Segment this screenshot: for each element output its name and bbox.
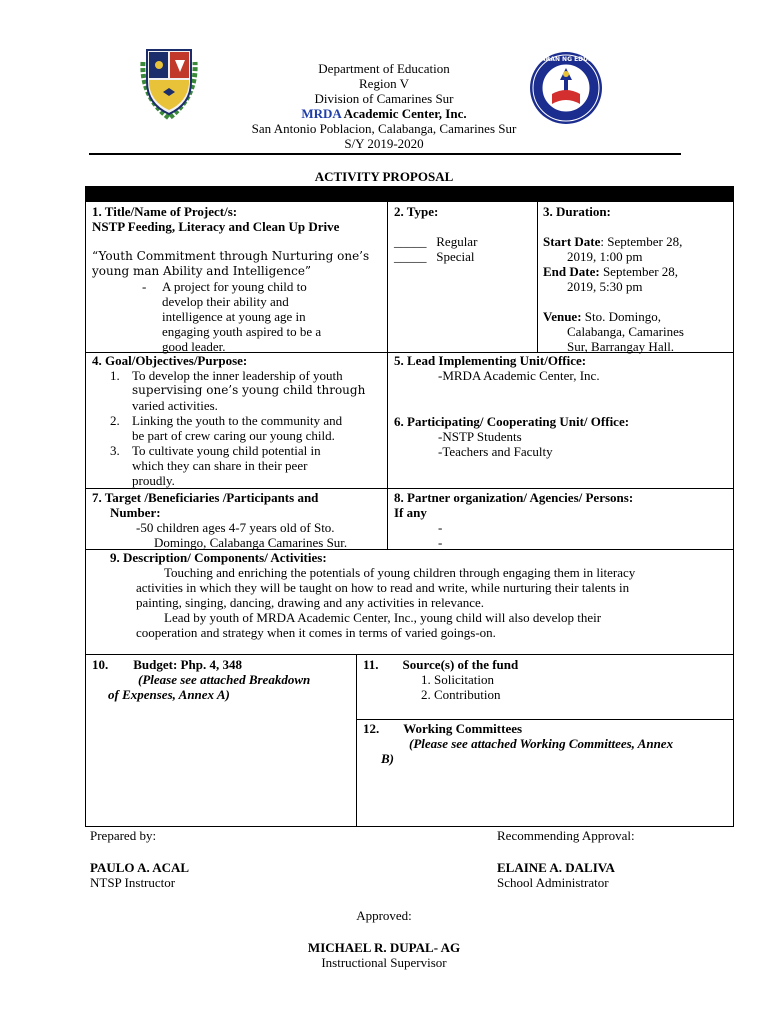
section-12-number: 12. [363,721,380,736]
header-rule [89,153,681,155]
section-11-number: 11. [363,657,379,672]
project-description-line: good leader. [162,339,226,354]
table-left-border [85,186,86,827]
school-name-rest: Academic Center, Inc. [341,106,467,121]
venue-value: Sto. Domingo, [581,309,661,324]
document-title: ACTIVITY PROPOSAL [314,169,454,184]
end-date [543,264,731,279]
partner-dash: - [438,535,443,550]
section-7-heading: 7. Target /Beneficiaries /Participants and [92,490,319,505]
section-6-participating-unit [394,414,732,459]
section-2-heading: 2. Type: [394,204,439,219]
section-2-type [394,204,534,264]
fund-source-item: 1. Solicitation [421,672,494,687]
participating-unit-value: -Teachers and Faculty [438,444,553,459]
table-top-bar [85,186,734,202]
type-option-regular[interactable] [394,234,534,249]
section-12-committees [363,721,731,766]
section-1-title [92,204,384,354]
row-divider-right [356,719,734,720]
project-description-line: intelligence at young age in [162,309,306,324]
project-title: NSTP Feeding, Literacy and Clean Up Drive [92,219,340,234]
venue-label: Venue: [543,309,582,324]
bullet-dash: - [142,279,147,294]
lead-unit-value: -MRDA Academic Center, Inc. [438,368,600,383]
approved-title: Instructional Supervisor [321,955,447,970]
participating-unit-value: -NSTP Students [438,429,522,444]
section-1-heading: 1. Title/Name of Project/s: [92,204,238,219]
end-date-label: End Date: [543,264,600,279]
fund-source-item: 2. Contribution [421,687,501,702]
recommending-approval-block [497,828,737,890]
recommending-label: Recommending Approval: [497,828,635,843]
letterhead-division: Division of Camarines Sur [314,91,454,106]
budget-note: of Expenses, Annex A) [108,687,230,702]
project-theme-line-2: young man Ability and Intelligence” [92,264,312,278]
col-divider [537,202,538,352]
table-bottom-border [85,826,734,827]
col-divider [356,654,357,826]
section-5-heading: 5. Lead Implementing Unit/Office: [394,353,587,368]
approved-label: Approved: [356,908,412,923]
section-8-heading: 8. Partner organization/ Agencies/ Persons: [394,490,634,505]
approved-name: MICHAEL R. DUPAL- AG [307,940,461,955]
project-description-line: develop their ability and [162,294,289,309]
letterhead-school [200,106,568,121]
approved-block [234,908,534,970]
prepared-by-title: NTSP Instructor [90,875,176,890]
section-4-heading: 4. Goal/Objectives/Purpose: [92,353,248,368]
project-description-line: A project for young child to [162,279,307,294]
letterhead-department: Department of Education [318,61,450,76]
start-date [543,234,731,249]
goal-line: supervising one’s young child through [132,383,366,397]
section-7-heading-cont: Number: [110,505,161,520]
project-description-line: engaging youth aspired to be a [162,324,322,339]
end-date-value: September 28, [599,264,679,279]
goal-line: varied activities. [132,398,218,413]
type-option-label: Special [436,249,475,264]
description-line: Lead by youth of MRDA Academic Center, Inc., young child will also develop their [164,610,602,625]
start-date-time: 2019, 1:00 pm [567,249,643,264]
venue-line: Calabanga, Camarines [567,324,684,339]
section-10-number: 10. [92,657,109,672]
committees-note: B) [381,751,394,766]
goal-number: 1. [110,368,120,383]
letterhead [200,61,568,151]
section-9-description [92,550,732,640]
section-9-heading: 9. Description/ Components/ Activities: [110,550,327,565]
committees-heading: Working Committees [403,721,523,736]
section-7-beneficiaries [92,490,384,550]
section-6-heading: 6. Participating/ Cooperating Unit/ Office: [394,414,630,429]
type-option-label: Regular [436,234,478,249]
start-date-label: Start Date [543,234,601,249]
goal-line: To develop the inner leadership of youth [132,368,343,383]
end-date-time: 2019, 5:30 pm [567,279,643,294]
description-line: Touching and enriching the potentials of young children through engaging them in literacy [164,565,636,580]
recommending-name: ELAINE A. DALIVA [497,860,615,875]
letterhead-region: Region V [359,76,409,91]
start-date-value: : September 28, [600,234,683,249]
prepared-by-block [90,828,390,890]
committees-note: (Please see attached Working Committees, Annex [409,736,674,751]
goal-line: To cultivate young child potential in [132,443,321,458]
letterhead-address: San Antonio Poblacion, Calabanga, Camarines Sur [251,121,517,136]
svg-text:KAGAWARAN NG EDUKASYON: KAGAWARAN NG EDUKASYON [516,56,616,63]
row-divider [85,654,734,655]
description-line: painting, singing, dancing, drawing and any activities in relevance. [136,595,485,610]
section-8-heading-cont: If any [394,505,427,520]
budget-note: (Please see attached Breakdown [138,672,311,687]
type-option-special[interactable] [394,249,534,264]
section-10-budget [92,657,354,702]
type-blank: _____ [394,249,427,264]
section-11-fund-source [363,657,731,702]
section-8-partners [394,490,732,550]
budget-heading: Budget: Php. 4, 348 [133,657,242,672]
section-3-heading: 3. Duration: [543,204,611,219]
project-theme-line-1: “Youth Commitment through Nurturing one’s [92,249,370,263]
goal-line: be part of crew caring our young child. [132,428,335,443]
description-line: activities in which they will be taught on how to read and write, while nurturing their talents in [136,580,630,595]
school-name-prefix: MRDA [301,106,342,121]
partner-dash: - [438,520,443,535]
row-divider [85,488,734,489]
section-5-lead-unit [394,353,732,383]
type-blank: _____ [394,234,427,249]
goal-line: Linking the youth to the community and [132,413,343,428]
goal-line: which they can share in their peer [132,458,308,473]
goal-number: 3. [110,443,120,458]
beneficiaries-value: Domingo, Calabanga Camarines Sur. [154,535,348,550]
beneficiaries-value: -50 children ages 4-7 years old of Sto. [136,520,335,535]
description-line: cooperation and strategy when it comes in terms of varied goings-on. [136,625,496,640]
fund-source-heading: Source(s) of the fund [402,657,519,672]
venue [543,309,731,324]
prepared-by-label: Prepared by: [90,828,157,843]
section-4-goals [92,353,384,488]
col-divider [387,202,388,549]
letterhead-school-year: S/Y 2019-2020 [344,136,424,151]
goal-number: 2. [110,413,120,428]
prepared-by-name: PAULO A. ACAL [90,860,190,875]
section-3-duration [543,204,731,354]
school-shield-logo [133,42,205,122]
table-right-border [733,186,734,827]
goal-line: proudly. [132,473,175,488]
venue-line: Sur, Barrangay Hall. [567,339,675,354]
recommending-title: School Administrator [497,875,609,890]
